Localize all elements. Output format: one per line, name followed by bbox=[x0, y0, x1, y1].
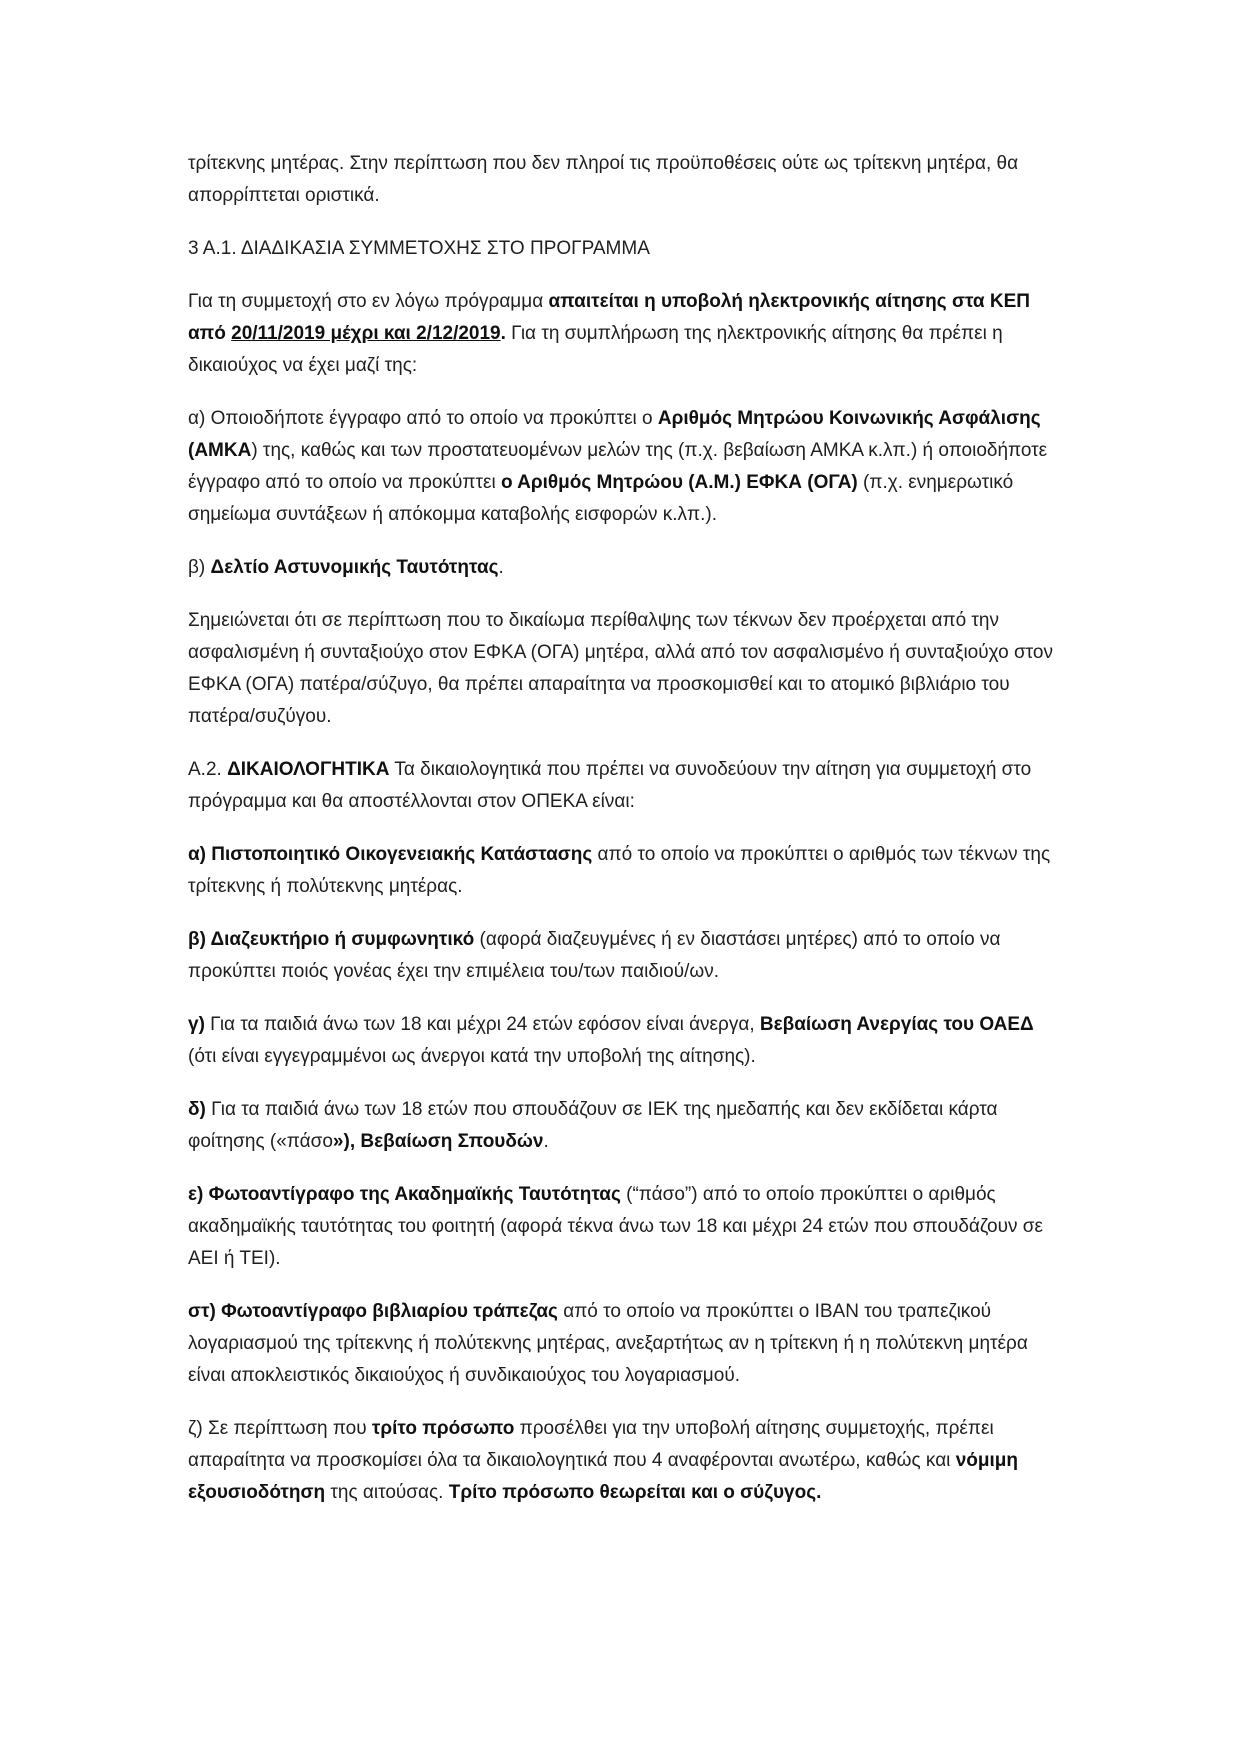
paragraph-application-submission bbox=[188, 286, 1058, 382]
paragraph-section-a2 bbox=[188, 754, 1058, 818]
text: Για τα παιδιά άνω των 18 ετών που σπουδάζουν σε ΙΕΚ της ημεδαπής και δεν εκδίδεται κάρτα φοίτησης («πάσο bbox=[188, 1099, 998, 1152]
paragraph-doc-d-studies bbox=[188, 1094, 1058, 1158]
bold-text: Αριθμός Μητρώου Κοινωνικής Ασφάλισης (ΑΜΚΑ bbox=[188, 408, 1041, 461]
bold-text: α) Πιστοποιητικό Οικογενειακής Κατάστασης bbox=[188, 844, 593, 865]
paragraph-item-a-amka bbox=[188, 403, 1058, 531]
text: Για τα παιδιά άνω των 18 και μέχρι 24 ετών εφόσον είναι άνεργα, bbox=[204, 1014, 760, 1035]
text: Για τη συμμετοχή στο εν λόγω πρόγραμμα bbox=[188, 291, 549, 312]
text: ) της, καθώς και των προστατευομένων μελών της (π.χ. βεβαίωση ΑΜΚΑ κ.λπ.) ή οποιοδήποτε έγγραφο από το οποίο να προκύπτει bbox=[188, 440, 1048, 493]
bold-text: στ) Φωτοαντίγραφο βιβλιαρίου τράπεζας bbox=[188, 1301, 558, 1322]
bold-text: »), Βεβαίωση Σπουδών bbox=[332, 1131, 544, 1152]
bold-text: τρίτο πρόσωπο bbox=[371, 1418, 515, 1439]
text: (“πάσο”) από το οποίο προκύπτει ο αριθμός ακαδημαϊκής ταυτότητας του φοιτητή (αφορά τέκνα άνω των 18 και μέχρι 24 ετών που σπουδάζουν σε ΑΕΙ ή ΤΕΙ). bbox=[188, 1184, 1043, 1269]
text: (π.χ. ενημερωτικό σημείωμα συντάξεων ή απόκομμα καταβολής εισφορών κ.λπ.). bbox=[188, 472, 1014, 525]
text: (ότι είναι εγγεγραμμένοι ως άνεργοι κατά την υποβολή της αίτησης). bbox=[188, 1046, 756, 1067]
text: Α.2. bbox=[188, 759, 228, 780]
paragraph-doc-f-bank-book bbox=[188, 1296, 1058, 1392]
bold-text: β) Διαζευκτήριο ή συμφωνητικό bbox=[188, 929, 475, 950]
paragraph-doc-a-family-certificate bbox=[188, 839, 1058, 903]
heading-text: 3 Α.1. ΔΙΑΔΙΚΑΣΙΑ ΣΥΜΜΕΤΟΧΗΣ ΣΤΟ ΠΡΟΓΡΑΜΜΑ bbox=[188, 238, 650, 259]
paragraph-doc-c-unemployment bbox=[188, 1009, 1058, 1073]
section-heading-a1 bbox=[188, 233, 1058, 265]
text: προσέλθει για την υποβολή αίτησης συμμετοχής, πρέπει απαραίτητα να προσκομίσει όλα τα δικαιολογητικά που 4 αναφέρονται ανωτέρω, καθώς και bbox=[188, 1418, 994, 1471]
text: (αφορά διαζευγμένες ή εν διαστάσει μητέρες) από το οποίο να προκύπτει ποιός γονέας έχει την επιμέλεια του/των παιδιού/ων. bbox=[188, 929, 1001, 982]
text: . bbox=[543, 1131, 549, 1152]
paragraph-doc-e-academic-id bbox=[188, 1179, 1058, 1275]
bold-text: ΔΙΚΑΙΟΛΟΓΗΤΙΚΑ bbox=[227, 759, 390, 780]
bold-text: νόμιμη εξουσιοδότηση bbox=[188, 1450, 1018, 1503]
bold-text: Δελτίο Αστυνομικής Ταυτότητας bbox=[210, 557, 499, 578]
paragraph-note-insurance bbox=[188, 605, 1058, 733]
text: τρίτεκνης μητέρας. Στην περίπτωση που δεν πληροί τις προϋποθέσεις ούτε ως τρίτεκνη μητέρα, θα απορρίπτεται οριστικά. bbox=[188, 153, 1019, 206]
bold-text: απαιτείται η υποβολή ηλεκτρονικής αίτησης στα ΚΕΠ από bbox=[188, 291, 1030, 344]
text: Τα δικαιολογητικά που πρέπει να συνοδεύουν την αίτηση για συμμετοχή στο πρόγραμμα και θα αποστέλλονται στον ΟΠΕΚΑ είναι: bbox=[188, 759, 1032, 812]
text: της αιτούσας. bbox=[325, 1482, 449, 1503]
document-body bbox=[188, 148, 1058, 1530]
text: β) bbox=[188, 557, 211, 578]
text: ζ) Σε περίπτωση που bbox=[188, 1418, 372, 1439]
text: από το οποίο να προκύπτει ο αριθμός των τέκνων της τρίτεκνης ή πολύτεκνης μητέρας. bbox=[188, 844, 1051, 897]
underlined-dates: 20/11/2019 μέχρι και 2/12/2019 bbox=[231, 323, 501, 344]
paragraph-doc-b-divorce bbox=[188, 924, 1058, 988]
bold-text: δ) bbox=[188, 1099, 206, 1120]
paragraph-item-b-id-card bbox=[188, 552, 1058, 584]
bold-text: . bbox=[500, 323, 506, 344]
bold-text: ε) Φωτοαντίγραφο της Ακαδημαϊκής Ταυτότητας bbox=[188, 1184, 621, 1205]
paragraph-doc-g-third-party bbox=[188, 1413, 1058, 1509]
bold-text: ο Αριθμός Μητρώου (Α.Μ.) ΕΦΚΑ (ΟΓΑ) bbox=[500, 472, 858, 493]
bold-text: Βεβαίωση Ανεργίας του ΟΑΕΔ bbox=[759, 1014, 1034, 1035]
text: α) Οποιοδήποτε έγγραφο από το οποίο να προκύπτει ο bbox=[188, 408, 658, 429]
text: Σημειώνεται ότι σε περίπτωση που το δικαίωμα περίθαλψης των τέκνων δεν προέρχεται από την ασφαλισμένη ή συνταξιούχο στον ΕΦΚΑ (ΟΓΑ) μητέρα, αλλά από τον ασφαλισμένο ή συνταξιούχο στον ΕΦΚΑ (ΟΓΑ) πατέρα/σύζυγο, θα πρέπει απαραίτητα να προσκομισθεί και το ατομικό βιβλιάριο του πατέρα/συζύγου. bbox=[188, 610, 1053, 727]
bold-text: γ) bbox=[188, 1014, 205, 1035]
paragraph-intro-continuation bbox=[188, 148, 1058, 212]
text: . bbox=[498, 557, 504, 578]
bold-text: Τρίτο πρόσωπο θεωρείται και ο σύζυγος. bbox=[448, 1482, 822, 1503]
text: Για τη συμπλήρωση της ηλεκτρονικής αίτησης θα πρέπει η δικαιούχος να έχει μαζί της: bbox=[188, 323, 1003, 376]
text: από το οποίο να προκύπτει ο IBAN του τραπεζικού λογαριασμού της τρίτεκνης ή πολύτεκνης μητέρας, ανεξαρτήτως αν η τρίτεκνη ή η πολύτεκνη μητέρα είναι αποκλειστικός δικαιούχος ή συνδικαιούχος του λογαριασμού. bbox=[188, 1301, 1028, 1386]
